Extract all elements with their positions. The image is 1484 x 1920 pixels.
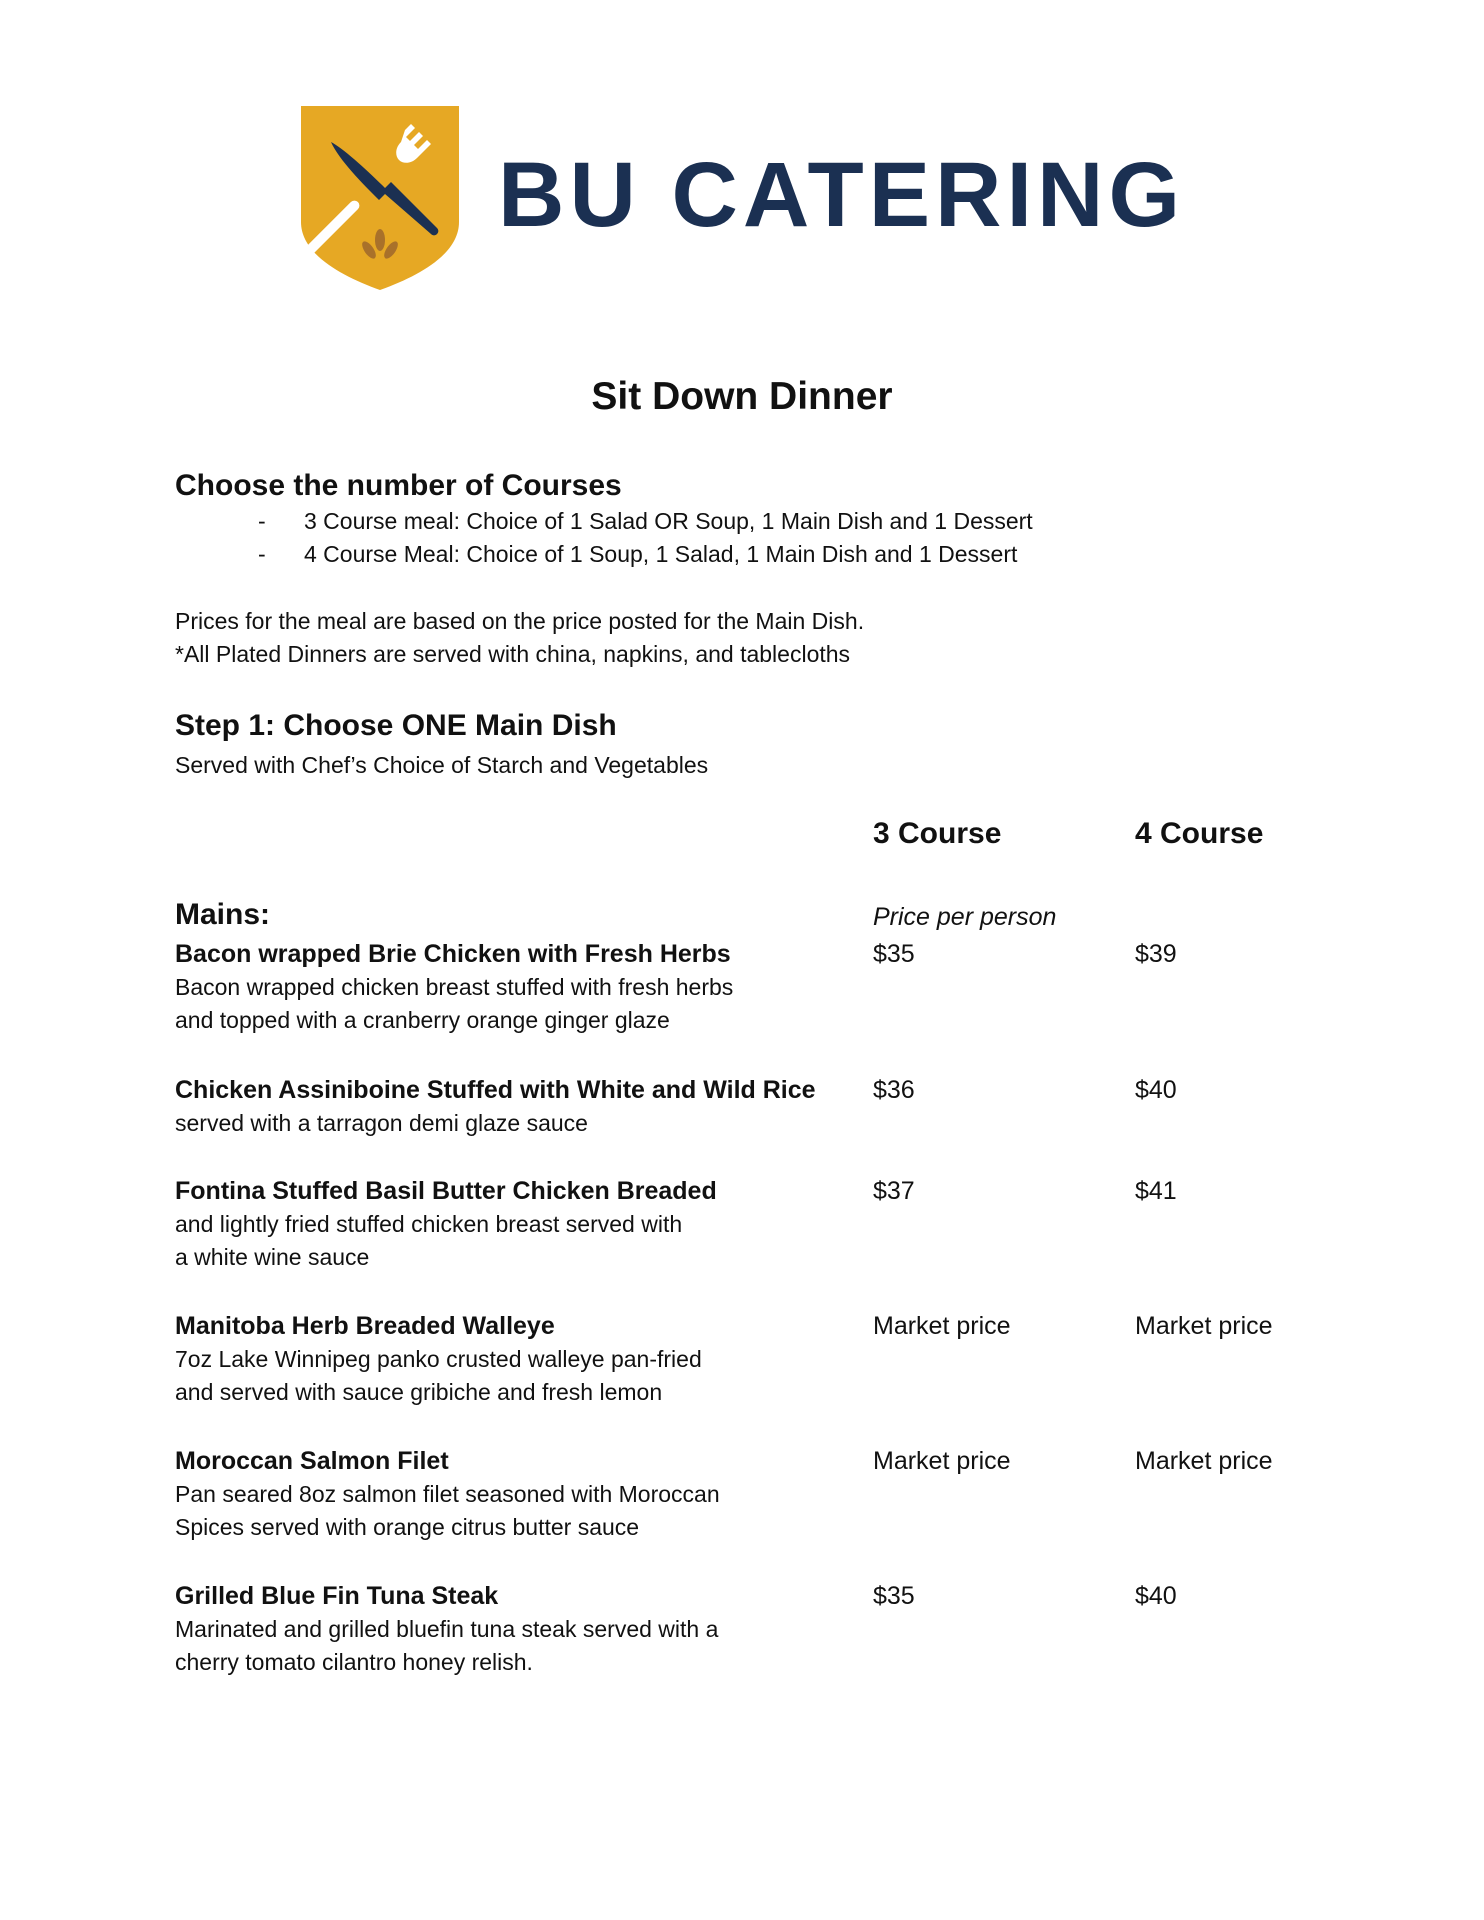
menu-item — [175, 937, 1355, 1037]
mains-label: Mains: — [175, 898, 271, 931]
item-name: Moroccan Salmon Filet — [175, 1447, 449, 1475]
step1-heading: Step 1: Choose ONE Main Dish — [175, 709, 617, 742]
item-description: Pan seared 8oz salmon filet seasoned with Moroccan Spices served with orange citrus butter sauce — [175, 1481, 720, 1540]
menu-item — [175, 1579, 1355, 1679]
menu-item — [175, 1309, 1355, 1409]
item-description: Bacon wrapped chicken breast stuffed with fresh herbs and topped with a cranberry orange ginger glaze — [175, 974, 734, 1033]
item-description: and lightly fried stuffed chicken breast served with a white wine sauce — [175, 1211, 683, 1270]
item-name: Fontina Stuffed Basil Butter Chicken Breaded — [175, 1177, 717, 1205]
menu-item — [175, 1073, 1355, 1140]
page-title: Sit Down Dinner — [591, 375, 893, 418]
price-3-course: Market price — [873, 1447, 1011, 1475]
price-3-course: $37 — [873, 1177, 915, 1205]
price-3-course: Market price — [873, 1312, 1011, 1340]
course-options-list — [258, 505, 1033, 571]
item-name: Manitoba Herb Breaded Walleye — [175, 1312, 555, 1340]
item-description: 7oz Lake Winnipeg panko crusted walleye pan-fried and served with sauce gribiche and fresh lemon — [175, 1346, 702, 1405]
price-4-course: $40 — [1135, 1582, 1177, 1610]
price-4-course: $39 — [1135, 940, 1177, 968]
shield-fork-knife-icon — [299, 104, 461, 290]
price-3-course: $35 — [873, 940, 915, 968]
courses-heading: Choose the number of Courses — [175, 469, 622, 502]
list-item: - 3 Course meal: Choice of 1 Salad OR Soup, 1 Main Dish and 1 Dessert — [258, 508, 1033, 534]
price-per-person-label: Price per person — [873, 903, 1057, 931]
service-note: *All Plated Dinners are served with china, napkins, and tablecloths — [175, 641, 851, 667]
column-header-4-course: 4 Course — [1135, 817, 1264, 850]
price-4-course: $40 — [1135, 1076, 1177, 1104]
price-4-course: $41 — [1135, 1177, 1177, 1205]
item-description: Marinated and grilled bluefin tuna steak served with a cherry tomato cilantro honey relish. — [175, 1616, 719, 1675]
price-3-course: $36 — [873, 1076, 915, 1104]
price-3-course: $35 — [873, 1582, 915, 1610]
item-name: Bacon wrapped Brie Chicken with Fresh Herbs — [175, 940, 731, 968]
column-header-3-course: 3 Course — [873, 817, 1002, 850]
item-name: Chicken Assiniboine Stuffed with White and Wild Rice — [175, 1076, 816, 1104]
item-name: Grilled Blue Fin Tuna Steak — [175, 1582, 499, 1610]
logo — [299, 104, 1186, 290]
step1-subtext: Served with Chef’s Choice of Starch and Vegetables — [175, 752, 709, 778]
price-4-course: Market price — [1135, 1312, 1273, 1340]
price-note: Prices for the meal are based on the price posted for the Main Dish. — [175, 608, 865, 634]
brand-name: BU CATERING — [498, 144, 1186, 246]
menu-item — [175, 1174, 1355, 1274]
price-4-course: Market price — [1135, 1447, 1273, 1475]
list-item: - 4 Course Meal: Choice of 1 Soup, 1 Salad, 1 Main Dish and 1 Dessert — [258, 541, 1018, 567]
menu-item — [175, 1444, 1355, 1544]
item-description: served with a tarragon demi glaze sauce — [175, 1110, 588, 1136]
